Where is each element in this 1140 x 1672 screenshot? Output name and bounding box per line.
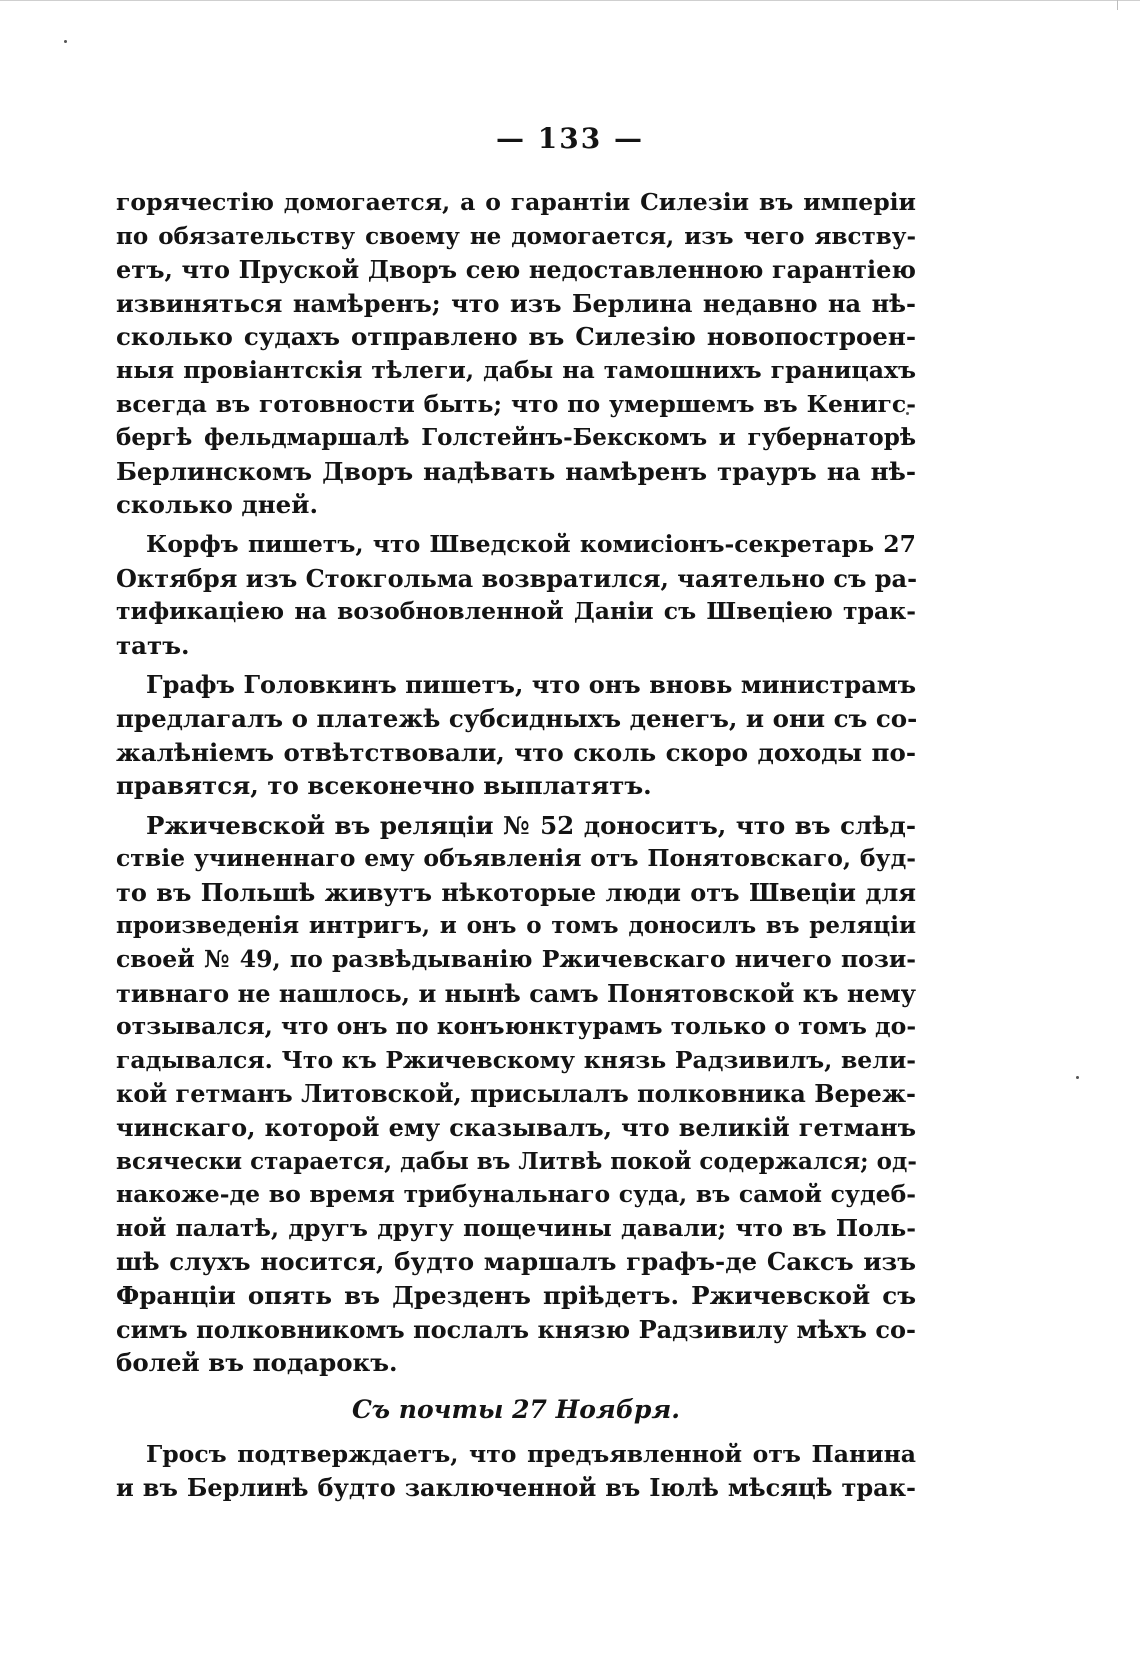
text-line: и въ Берлинѣ будто заключенной въ Іюлѣ мѣсяцѣ трак-	[116, 1473, 916, 1503]
section-heading: Съ почты 27 Ноября.	[352, 1394, 680, 1424]
text-line: гадывался. Что къ Ржичевскому князь Радзивилъ, вели-	[116, 1045, 916, 1074]
text-line: накоже-де во время трибунальнаго суда, въ самой судеб-	[116, 1180, 916, 1209]
page-number: — 133 —	[496, 122, 644, 155]
text-line: всегда въ готовности быть; что по умершемъ въ Кенигс-	[116, 389, 916, 418]
text-line: Графъ Головкинъ пишетъ, что онъ вновь министрамъ	[146, 670, 916, 700]
text-line: Октября изъ Стокгольма возвратился, чаятельно съ ра-	[116, 563, 918, 593]
text-line: Берлинскомъ Дворъ надѣвать намѣренъ трауръ на нѣ-	[116, 456, 916, 486]
text-line: сколько дней.	[116, 490, 318, 520]
text-line: сколько судахъ отправлено въ Силезію новопостроен-	[116, 322, 916, 352]
text-line: чинскаго, которой ему сказывалъ, что великій гетманъ	[116, 1113, 916, 1143]
text-line: шѣ слухъ носится, будто маршалъ графъ-де Саксъ изъ	[116, 1247, 916, 1277]
text-line: ствіе учиненнаго ему объявленія отъ Понятовскаго, буд-	[116, 844, 916, 873]
text-line: Ржичевской въ реляціи № 52 доноситъ, что въ слѣд-	[146, 810, 916, 840]
scan-speck	[1076, 1076, 1079, 1079]
text-line: своей № 49, по развѣдыванію Ржичевскаго ничего пози-	[116, 945, 916, 974]
text-line: отзывался, что онъ по конъюнктурамъ только о томъ до-	[116, 1012, 917, 1041]
text-line: етъ, что Пруской Дворъ сею недоставленною гарантіею	[116, 255, 916, 285]
body-text	[116, 186, 916, 1505]
text-line: предлагалъ о платежѣ субсидныхъ денегъ, и они съ со-	[116, 703, 918, 733]
text-line: всячески старается, дабы въ Литвѣ покой содержался; од-	[116, 1147, 917, 1175]
text-line: тификаціею на возобновленной Даніи съ Швеціею трак-	[116, 597, 916, 626]
text-line: ной палатѣ, другъ другу пощечины давали; что въ Поль-	[116, 1213, 916, 1242]
text-line: симъ полковникомъ послалъ князю Радзивилу мѣхъ со-	[116, 1314, 916, 1344]
text-line: кой гетманъ Литовской, присылалъ полковника Вереж-	[116, 1079, 917, 1109]
text-line: болей въ подарокъ.	[116, 1348, 398, 1378]
text-line: Франціи опять въ Дрезденъ пріѣдетъ. Ржичевской съ	[116, 1281, 916, 1310]
text-line: горячестію домогается, а о гарантіи Силезіи въ имперіи	[116, 188, 916, 216]
scan-corner-mark	[1117, 0, 1118, 10]
text-line: жалѣніемъ отвѣтствовали, что сколь скоро доходы по-	[116, 737, 916, 767]
text-line: по обязательству своему не домогается, изъ чего явству-	[116, 222, 916, 250]
text-line: извиняться намѣренъ; что изъ Берлина недавно на нѣ-	[116, 288, 916, 318]
text-line: Корфъ пишетъ, что Шведской комисіонъ-секретарь 27	[146, 529, 916, 558]
scan-top-edge	[0, 0, 1140, 1]
text-line: тивнаго не нашлось, и нынѣ самъ Понятовской къ нему	[116, 978, 916, 1008]
text-line: правятся, то всеконечно выплатятъ.	[116, 771, 652, 801]
text-line: татъ.	[116, 630, 190, 660]
text-line: бергѣ фельдмаршалѣ Голстейнъ-Бекскомъ и губернаторѣ	[116, 424, 916, 452]
text-line: то въ Польшѣ живутъ нѣкоторые люди отъ Швеціи для	[116, 877, 916, 907]
scan-speck	[64, 40, 67, 43]
text-line: произведенія интригъ, и онъ о томъ доносилъ въ реляціи	[116, 912, 916, 940]
text-line: ныя провіантскія тѣлеги, дабы на тамошнихъ границахъ	[116, 355, 916, 384]
text-line: Гросъ подтверждаетъ, что предъявленной отъ Панина	[146, 1439, 916, 1468]
